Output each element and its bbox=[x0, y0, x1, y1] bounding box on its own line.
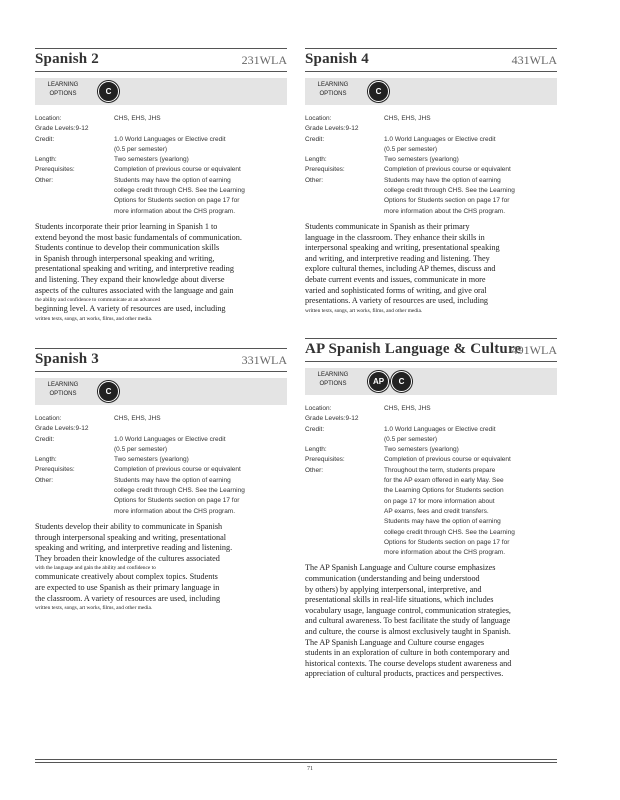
detail-credit-label bbox=[305, 145, 384, 155]
description-line: explore cultural themes, including AP themes, discuss and bbox=[305, 264, 496, 274]
detail-other bbox=[305, 548, 557, 558]
detail-other bbox=[35, 186, 287, 196]
detail-location bbox=[35, 414, 287, 424]
course-details bbox=[35, 414, 287, 517]
description-line: written texts, songs, art works, films, and other media. bbox=[35, 315, 153, 322]
chs-badge-icon: C bbox=[391, 371, 412, 392]
course-details bbox=[305, 114, 557, 217]
detail-grade-levels: Grade Levels:9-12 bbox=[305, 415, 359, 423]
detail-credit-value: 1.0 World Languages or Elective credit bbox=[384, 425, 496, 433]
description-line: The AP Spanish Language and Culture course engages bbox=[305, 637, 485, 647]
detail-other-value: college credit through CHS. See the Learning bbox=[114, 487, 245, 495]
detail-length bbox=[35, 455, 287, 465]
detail-other-value: Students may have the option of earning bbox=[384, 176, 501, 184]
detail-prerequisites-label: Prerequisites: bbox=[305, 456, 345, 464]
course-header bbox=[305, 48, 557, 72]
detail-prerequisites-value: Completion of previous course or equivalent bbox=[384, 456, 511, 464]
learning-options-text: LEARNING bbox=[47, 82, 79, 88]
detail-prerequisites bbox=[305, 455, 557, 465]
description-line: Students communicate in Spanish as their primary bbox=[305, 221, 470, 231]
learning-options-bar bbox=[305, 78, 557, 105]
detail-prerequisites bbox=[35, 465, 287, 475]
detail-other-label bbox=[305, 486, 384, 496]
description-line: beginning level. A variety of resources are used, including bbox=[35, 304, 226, 314]
learning-options-bar bbox=[305, 368, 557, 395]
detail-other-label bbox=[305, 538, 384, 548]
description-line: in Spanish through interpersonal speaking and writing, bbox=[35, 253, 215, 263]
course-description bbox=[35, 222, 287, 323]
detail-prerequisites-label: Prerequisites: bbox=[305, 166, 345, 174]
detail-credit-value: 1.0 World Languages or Elective credit bbox=[384, 135, 496, 143]
course-description bbox=[35, 522, 287, 612]
detail-length-value: Two semesters (yearlong) bbox=[384, 446, 459, 454]
detail-prerequisites-label: Prerequisites: bbox=[35, 166, 75, 174]
detail-credit-label bbox=[305, 435, 384, 445]
detail-length-label: Length: bbox=[305, 156, 327, 164]
learning-options-text: OPTIONS bbox=[319, 381, 347, 387]
page-number: 71 bbox=[307, 766, 313, 772]
description-line: presentations. A variety of resources are used, including bbox=[305, 296, 489, 306]
description-line: They broaden their knowledge of the cultures associated bbox=[35, 553, 220, 563]
detail-other bbox=[35, 476, 287, 486]
description-line: students in an exploration of culture in both contemporary and bbox=[305, 648, 510, 658]
detail-other bbox=[35, 176, 287, 186]
detail-other bbox=[305, 176, 557, 186]
description-line: are expected to use Spanish as their primary language in bbox=[35, 582, 220, 592]
learning-options-text: OPTIONS bbox=[319, 91, 347, 97]
detail-location-label: Location: bbox=[35, 115, 62, 122]
detail-other bbox=[35, 207, 287, 217]
course-header bbox=[35, 348, 287, 372]
course-title: AP Spanish Language & Culture bbox=[305, 341, 522, 357]
description-line: communication (understanding and being understood bbox=[305, 574, 480, 584]
learning-options-bar bbox=[35, 378, 287, 405]
course-spanish-2 bbox=[35, 48, 287, 323]
detail-credit bbox=[305, 425, 557, 435]
description-line: written texts, songs, art works, films, and other media. bbox=[35, 605, 153, 612]
description-line: interpersonal speaking and writing, presentational speaking bbox=[305, 243, 500, 253]
course-header bbox=[305, 338, 557, 362]
course-code: 231WLA bbox=[241, 53, 287, 67]
detail-credit bbox=[35, 445, 287, 455]
description-line: historical contexts. The course develops student awareness and bbox=[305, 658, 512, 668]
description-line: speaking and writing, and interpretive reading and listening. bbox=[35, 543, 233, 553]
detail-credit-label: Credit: bbox=[35, 135, 55, 143]
description-line: vocabulary usage, language control, communication strategies, bbox=[305, 605, 511, 615]
detail-other-value: Options for Students section on page 17 for bbox=[384, 538, 510, 546]
course-code: 491WLA bbox=[511, 343, 557, 357]
detail-other-value: more information about the CHS program. bbox=[114, 507, 236, 515]
detail-other-value: Throughout the term, students prepare bbox=[384, 466, 496, 474]
detail-credit-value: 1.0 World Languages or Elective credit bbox=[114, 135, 226, 143]
detail-other-label: Other: bbox=[35, 176, 54, 184]
detail-location-value: CHS, EHS, JHS bbox=[114, 115, 161, 122]
detail-credit bbox=[305, 145, 557, 155]
description-line: and culture, the course is almost exclusively taught in Spanish. bbox=[305, 627, 511, 637]
detail-other bbox=[35, 486, 287, 496]
detail-other-label bbox=[305, 507, 384, 517]
description-line: aspects of the cultures associated with the language and gain bbox=[35, 285, 234, 295]
course-spanish-3 bbox=[35, 348, 287, 612]
description-line: the classroom. A variety of resources are used, including bbox=[35, 593, 221, 603]
detail-location-value: CHS, EHS, JHS bbox=[384, 405, 431, 412]
detail-credit-value: (0.5 per semester) bbox=[114, 445, 168, 453]
detail-location-label: Location: bbox=[35, 415, 62, 422]
detail-other bbox=[35, 196, 287, 206]
detail-other bbox=[305, 466, 557, 476]
course-header bbox=[35, 48, 287, 72]
learning-options-label bbox=[315, 371, 351, 389]
detail-other bbox=[305, 207, 557, 217]
course-title: Spanish 3 bbox=[35, 351, 99, 367]
detail-other-value: college credit through CHS. See the Learning bbox=[384, 528, 515, 536]
chs-badge-icon: C bbox=[98, 81, 119, 102]
detail-credit bbox=[35, 435, 287, 445]
description-line: the ability and confidence to communicate at an advanced bbox=[35, 297, 161, 304]
detail-credit-value: (0.5 per semester) bbox=[114, 145, 168, 153]
learning-options-text: LEARNING bbox=[317, 372, 349, 378]
detail-other-value: college credit through CHS. See the Learning bbox=[384, 187, 515, 195]
detail-length bbox=[35, 155, 287, 165]
description-line: extend beyond the most basic fundamentals of communication. bbox=[35, 232, 242, 242]
description-line: presentational speaking and writing, and interpretive reading bbox=[35, 264, 234, 274]
detail-other bbox=[305, 517, 557, 527]
course-details bbox=[305, 404, 557, 558]
course-title: Spanish 2 bbox=[35, 51, 99, 67]
detail-location bbox=[35, 114, 287, 124]
detail-prerequisites bbox=[35, 165, 287, 175]
detail-other bbox=[35, 507, 287, 517]
detail-location-label: Location: bbox=[305, 405, 332, 412]
detail-other-label bbox=[35, 207, 114, 217]
detail-other bbox=[305, 476, 557, 486]
detail-other-label bbox=[35, 186, 114, 196]
detail-other-label bbox=[305, 497, 384, 507]
detail-other bbox=[35, 496, 287, 506]
detail-prerequisites-value: Completion of previous course or equivalent bbox=[114, 466, 241, 474]
detail-credit-label: Credit: bbox=[305, 135, 325, 143]
detail-location-value: CHS, EHS, JHS bbox=[114, 415, 161, 422]
detail-other-value: more information about the CHS program. bbox=[384, 549, 506, 557]
detail-length-label: Length: bbox=[35, 156, 57, 164]
learning-options-bar bbox=[35, 78, 287, 105]
description-line: by others) by applying interpersonal, interpretive, and bbox=[305, 584, 482, 594]
description-line: and writing, and interpretive reading and listening. They bbox=[305, 253, 490, 263]
detail-other-label bbox=[305, 548, 384, 558]
detail-other bbox=[305, 528, 557, 538]
detail-other-value: AP exams, fees and credit transfers. bbox=[384, 507, 489, 515]
detail-other-value: Options for Students section on page 17 for bbox=[114, 497, 240, 505]
learning-options-text: OPTIONS bbox=[49, 91, 77, 97]
description-line: language in the classroom. They enhance their skills in bbox=[305, 232, 485, 242]
detail-other-value: Students may have the option of earning bbox=[114, 476, 231, 484]
description-line: written texts, songs, art works, films, and other media. bbox=[305, 307, 423, 314]
detail-length-value: Two semesters (yearlong) bbox=[114, 156, 189, 164]
detail-other-value: on page 17 for more information about bbox=[384, 497, 495, 505]
detail-credit bbox=[305, 435, 557, 445]
detail-prerequisites-value: Completion of previous course or equivalent bbox=[384, 166, 511, 174]
detail-other-value: more information about the CHS program. bbox=[384, 207, 506, 215]
detail-other-label bbox=[305, 476, 384, 486]
detail-prerequisites bbox=[305, 165, 557, 175]
detail-other-label bbox=[35, 486, 114, 496]
detail-credit-value: (0.5 per semester) bbox=[384, 145, 438, 153]
description-line: Students develop their ability to communicate in Spanish bbox=[35, 521, 223, 531]
detail-credit-label: Credit: bbox=[305, 425, 325, 433]
detail-other-label bbox=[305, 528, 384, 538]
course-title: Spanish 4 bbox=[305, 51, 369, 67]
description-line: with the language and gain the ability and confidence to bbox=[35, 565, 156, 572]
footer-rule bbox=[35, 759, 557, 760]
detail-other bbox=[305, 186, 557, 196]
description-line: Students continue to develop their communication skills bbox=[35, 243, 220, 253]
detail-other-label bbox=[35, 196, 114, 206]
course-code: 431WLA bbox=[511, 53, 557, 67]
description-line: through interpersonal speaking and writing, presentational bbox=[35, 532, 226, 542]
chs-badge-icon: C bbox=[98, 381, 119, 402]
detail-credit-label bbox=[35, 445, 114, 455]
footer-rule bbox=[35, 762, 557, 763]
detail-other-label: Other: bbox=[305, 176, 324, 184]
course-spanish-4 bbox=[305, 48, 557, 315]
detail-other-value: college credit through CHS. See the Learning bbox=[114, 187, 245, 195]
detail-other-label bbox=[305, 186, 384, 196]
learning-options-text: LEARNING bbox=[317, 82, 349, 88]
description-line: and listening. They expand their knowledge about diverse bbox=[35, 274, 225, 284]
detail-other-value: for the AP exam offered in early May. See bbox=[384, 477, 504, 485]
detail-location-value: CHS, EHS, JHS bbox=[384, 115, 431, 122]
detail-length bbox=[305, 445, 557, 455]
detail-grade-levels: Grade Levels:9-12 bbox=[35, 125, 89, 133]
detail-length-value: Two semesters (yearlong) bbox=[114, 456, 189, 464]
ap-badge-icon: AP bbox=[368, 371, 389, 392]
detail-other-value: Students may have the option of earning bbox=[114, 176, 231, 184]
detail-credit-label: Credit: bbox=[35, 435, 55, 443]
detail-other-value: Students may have the option of earning bbox=[384, 518, 501, 526]
detail-other bbox=[305, 507, 557, 517]
detail-other-label bbox=[35, 496, 114, 506]
learning-options-label bbox=[45, 381, 81, 399]
detail-credit bbox=[35, 135, 287, 145]
detail-credit-value: (0.5 per semester) bbox=[384, 435, 438, 443]
learning-options-label bbox=[45, 81, 81, 99]
detail-other bbox=[305, 538, 557, 548]
detail-credit-label bbox=[35, 145, 114, 155]
detail-credit bbox=[305, 135, 557, 145]
description-line: presentational skills in real-life situations, which includes bbox=[305, 595, 494, 605]
course-code: 331WLA bbox=[241, 353, 287, 367]
detail-length-label: Length: bbox=[35, 456, 57, 464]
course-ap-spanish bbox=[305, 338, 557, 680]
detail-grade-levels: Grade Levels:9-12 bbox=[305, 125, 359, 133]
detail-location-label: Location: bbox=[305, 115, 332, 122]
course-description bbox=[305, 563, 557, 680]
detail-prerequisites-label: Prerequisites: bbox=[35, 466, 75, 474]
description-line: The AP Spanish Language and Culture course emphasizes bbox=[305, 563, 496, 573]
course-details bbox=[35, 114, 287, 217]
description-line: appreciation of cultural products, practices and perspectives. bbox=[305, 669, 504, 679]
learning-options-label bbox=[315, 81, 351, 99]
detail-other-value: Options for Students section on page 17 for bbox=[114, 197, 240, 205]
detail-location bbox=[305, 404, 557, 414]
learning-options-text: OPTIONS bbox=[49, 391, 77, 397]
detail-other-label bbox=[35, 507, 114, 517]
detail-credit-value: 1.0 World Languages or Elective credit bbox=[114, 435, 226, 443]
description-line: varied and sophisticated forms of writing, and give oral bbox=[305, 285, 487, 295]
detail-length-label: Length: bbox=[305, 446, 327, 454]
description-line: communicate creatively about complex topics. Students bbox=[35, 572, 218, 582]
detail-other-label: Other: bbox=[305, 466, 324, 474]
detail-credit bbox=[35, 145, 287, 155]
chs-badge-icon: C bbox=[368, 81, 389, 102]
detail-other-value: the Learning Options for Students section bbox=[384, 487, 504, 495]
learning-options-text: LEARNING bbox=[47, 382, 79, 388]
detail-other-value: Options for Students section on page 17 for bbox=[384, 197, 510, 205]
detail-length-value: Two semesters (yearlong) bbox=[384, 156, 459, 164]
detail-other bbox=[305, 486, 557, 496]
course-description bbox=[305, 222, 557, 315]
description-line: Students incorporate their prior learning in Spanish 1 to bbox=[35, 221, 218, 231]
detail-grade-levels: Grade Levels:9-12 bbox=[35, 425, 89, 433]
detail-other-value: more information about the CHS program. bbox=[114, 207, 236, 215]
detail-other-label bbox=[305, 517, 384, 527]
description-line: and cultural awareness. To best facilitate the study of language bbox=[305, 616, 511, 626]
description-line: debate current events and issues, communicate in more bbox=[305, 274, 486, 284]
detail-length bbox=[305, 155, 557, 165]
detail-other-label bbox=[305, 196, 384, 206]
detail-prerequisites-value: Completion of previous course or equivalent bbox=[114, 166, 241, 174]
detail-other-label bbox=[305, 207, 384, 217]
detail-other-label: Other: bbox=[35, 476, 54, 484]
detail-other bbox=[305, 196, 557, 206]
detail-other bbox=[305, 497, 557, 507]
detail-location bbox=[305, 114, 557, 124]
